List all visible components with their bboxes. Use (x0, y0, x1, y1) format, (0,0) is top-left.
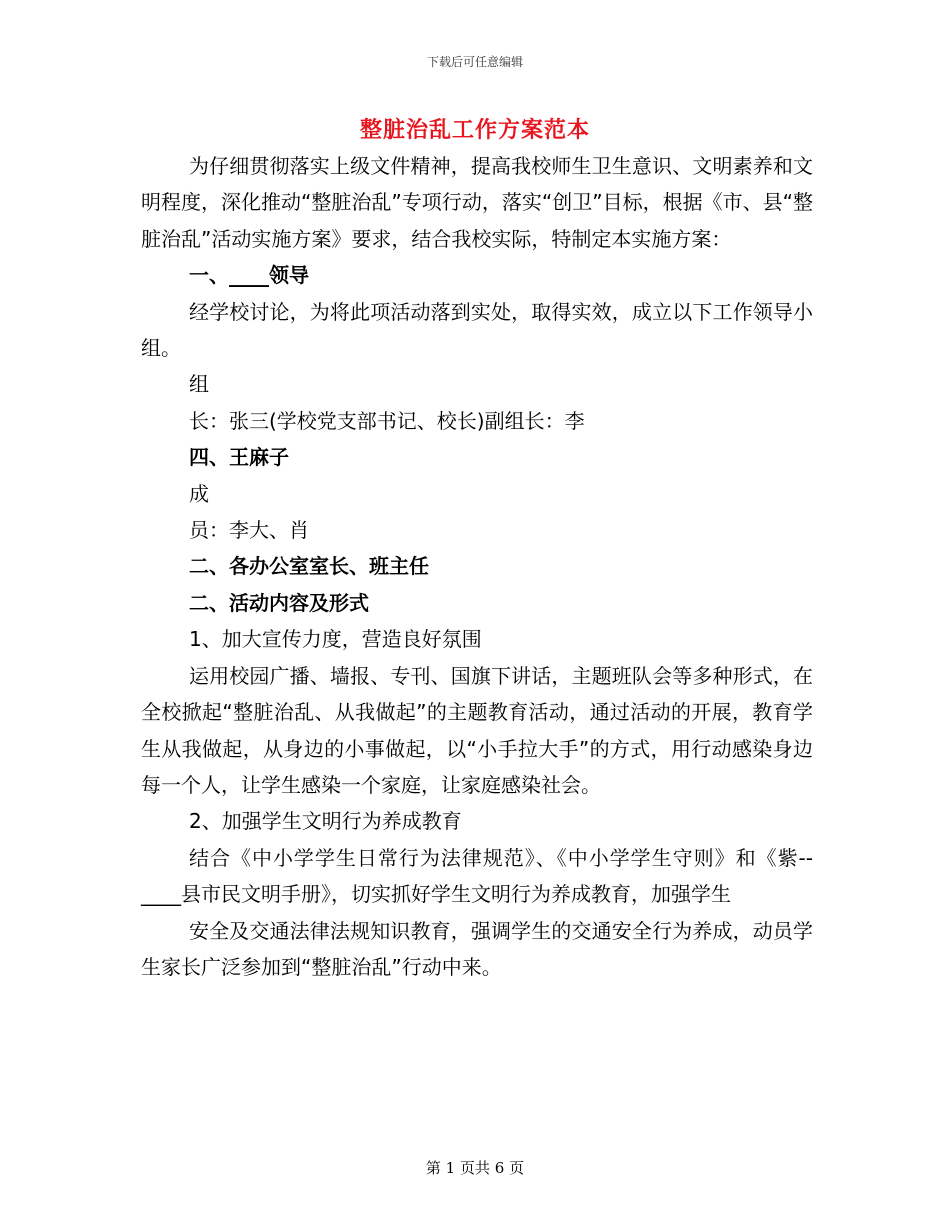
member-line: 员：李大、肖 (189, 518, 309, 543)
publicity-paragraph: 运用校园广播、墙报、专刊、国旗下讲话，主题班队会等多种形式，在全校掀起“整脏治乱、从我做起”的主题教育活动，通过活动的开展，教育学生从我做起，从身边的小事做起，以“小手拉大手”的方式，用行动感染身边每一个人，让学生感染一个家庭，让家庭感染社会。 (141, 663, 813, 797)
member-label: 成 (189, 481, 209, 506)
document-body (141, 148, 813, 985)
group-leader-label: 组 (189, 372, 209, 397)
page-header-note: 下载后可任意编辑 (426, 55, 523, 69)
section-heading-offices: 二、各办公室室长、班主任 (189, 554, 429, 579)
civility-paragraph: 结合《中小学学生日常行为法律规范》、《中小学学生守则》和《紫--____县市民文明手册》，切实抓好学生文明行为养成教育，加强学生 (141, 845, 813, 907)
subheading-publicity: 1、加大宣传力度，营造良好氛围 (189, 627, 482, 652)
group-leader-line: 长：张三(学校党支部书记、校长)副组长：李 (189, 408, 585, 433)
document-title: 整脏治乱工作方案范本 (359, 118, 590, 143)
page-number: 第 1 页共 6 页 (425, 1159, 525, 1177)
section-heading-wang: 四、王麻子 (189, 445, 289, 470)
intro-paragraph: 为仔细贯彻落实上级文件精神，提高我校师生卫生意识、文明素养和文明程度，深化推动“整脏治乱”专项行动，落实“创卫”目标，根据《市、县“整脏治乱”活动实施方案》要求，结合我校实际，特制定本实施方案： (141, 154, 813, 251)
safety-paragraph: 安全及交通法律法规知识教育，强调学生的交通安全行为养成，动员学生家长广泛参加到“整脏治乱”行动中来。 (141, 918, 813, 979)
subheading-civility: 2、加强学生文明行为养成教育 (189, 809, 462, 834)
section-heading-leadership: 一、____领导 (189, 263, 309, 288)
leadership-paragraph: 经学校讨论，为将此项活动落到实处，取得实效，成立以下工作领导小组。 (141, 299, 813, 361)
section-heading-content: 二、活动内容及形式 (189, 590, 369, 615)
